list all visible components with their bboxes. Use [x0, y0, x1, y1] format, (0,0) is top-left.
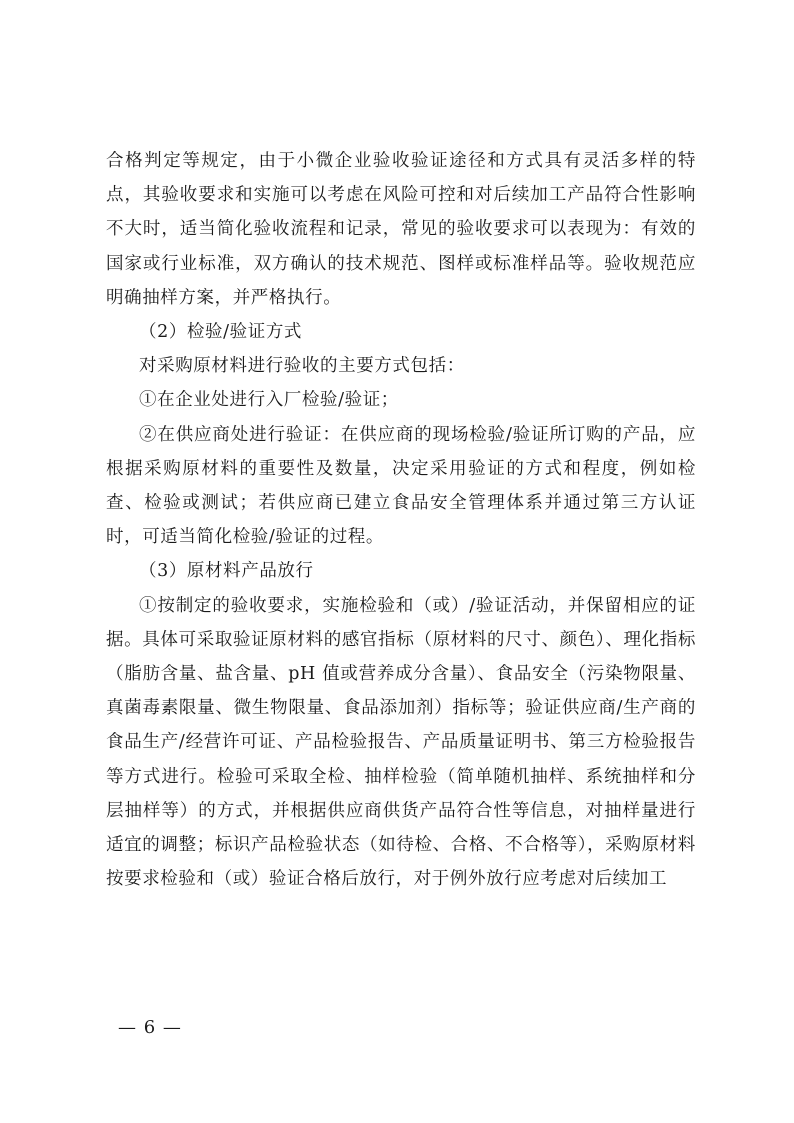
- document-body: [106, 144, 696, 896]
- paragraph-acceptance-requirements: 合格判定等规定，由于小微企业验收验证途径和方式具有灵活多样的特点，其验收要求和实施可以考虑在风险可控和对后续加工产品符合性影响不大时，适当简化验收流程和记录，常见的验收要求可以表现为：有效的国家或行业标准，双方确认的技术规范、图样或标准样品等。验收规范应明确抽样方案，并严格执行。: [106, 151, 696, 308]
- list-item-supplier-verification: ②在供应商处进行验证：在供应商的现场检验/验证所订购的产品，应根据采购原材料的重要性及数量，决定采用验证的方式和程度，例如检查、检验或测试；若供应商已建立食品安全管理体系并通过第三方认证时，可适当简化检验/验证的过程。: [106, 424, 696, 548]
- list-item-enterprise-inspection: ①在企业处进行入厂检验/验证；: [139, 390, 399, 411]
- heading-inspection-method: （2）检验/验证方式: [139, 322, 303, 343]
- page-number: — 6 —: [118, 1017, 182, 1038]
- heading-raw-material-release: （3）原材料产品放行: [139, 561, 314, 582]
- paragraph-main-methods-intro: 对采购原材料进行验收的主要方式包括：: [139, 356, 465, 377]
- list-item-release-procedure: ①按制定的验收要求，实施检验和（或）/验证活动，并保留相应的证据。具体可采取验证原材料的感官指标（原材料的尺寸、颜色）、理化指标（脂肪含量、盐含量、pH 值或营养成分含量）、食品安全（污染物限量、真菌毒素限量、微生物限量、食品添加剂）指标等；验证供应商/生产商的食品生产/经营许可证、产品检验报告、产品质量证明书、第三方检验报告等方式进行。检验可采取全检、抽样检验（简单随机抽样、系统抽样和分层抽样等）的方式，并根据供应商供货产品符合性等信息，对抽样量进行适宜的调整；标识产品检验状态（如待检、合格、不合格等），采购原材料按要求检验和（或）验证合格后放行，对于例外放行应考虑对后续加工: [106, 595, 696, 890]
